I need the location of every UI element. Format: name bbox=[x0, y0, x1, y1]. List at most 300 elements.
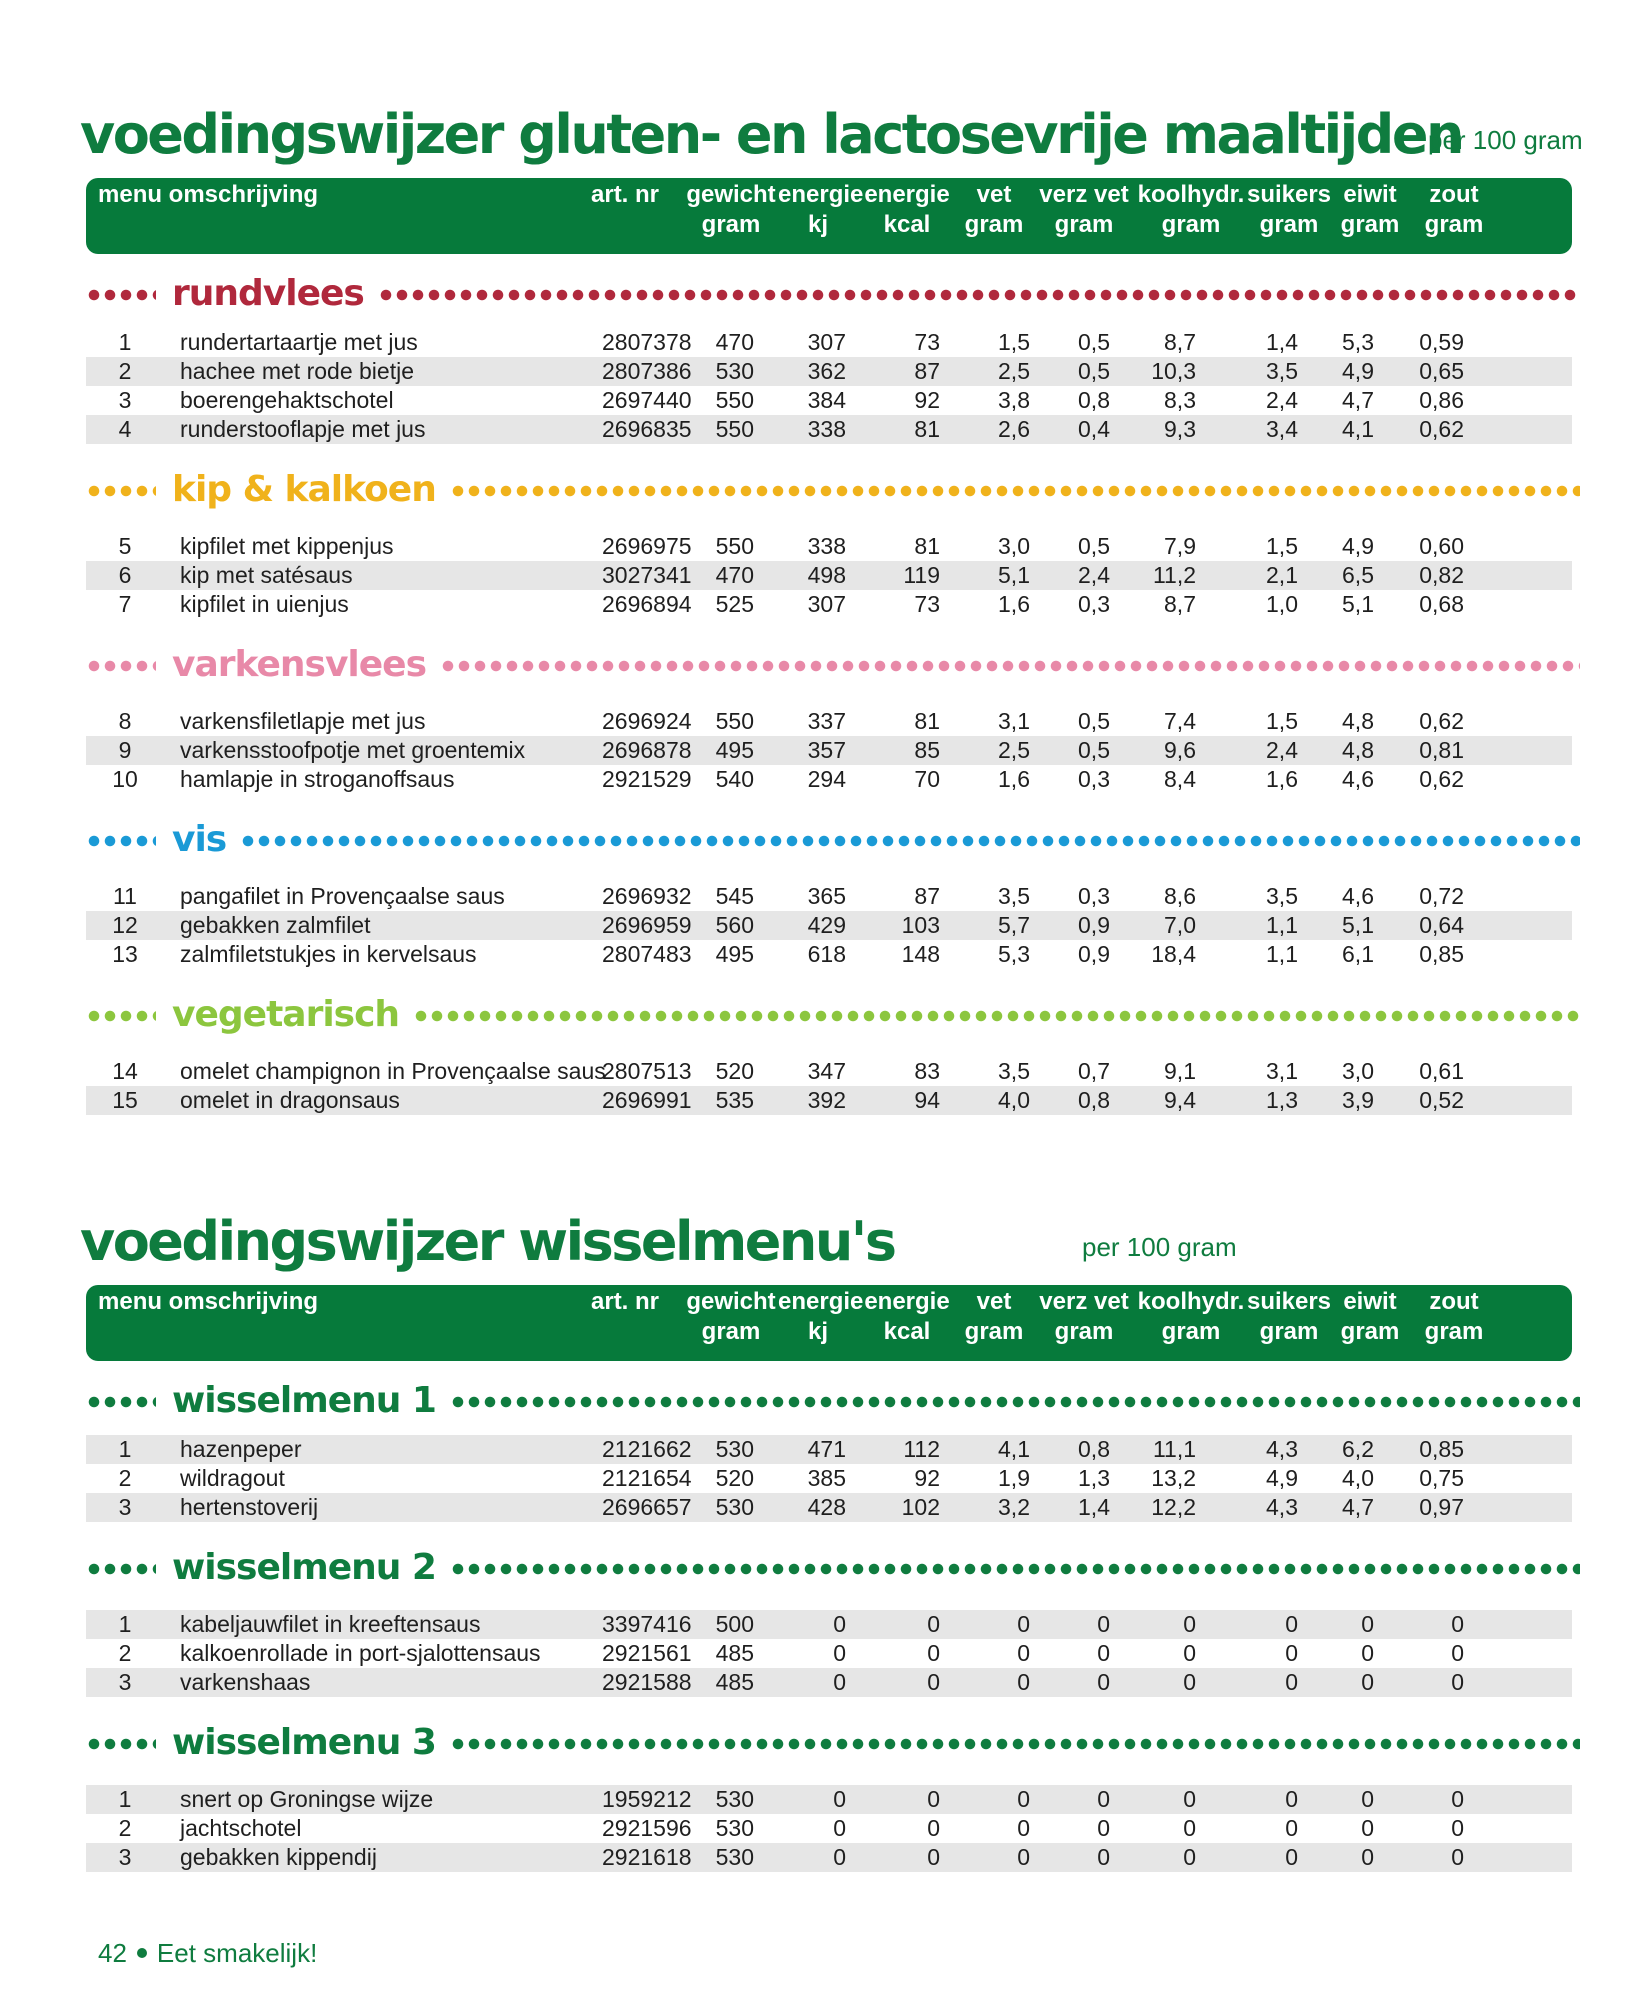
header-zout bbox=[1412, 1287, 1496, 1347]
cell-nr: 11 bbox=[113, 883, 137, 909]
cell-vet: 1,6 bbox=[998, 766, 1030, 792]
cell-energie-kj: 0 bbox=[833, 1786, 846, 1812]
cell-art-nr: 2696932 bbox=[602, 883, 692, 909]
header-line: energie bbox=[864, 181, 950, 208]
cell-eiwit: 4,0 bbox=[1342, 1465, 1374, 1491]
table-row bbox=[86, 940, 1572, 969]
cell-art-nr: 2921529 bbox=[602, 766, 692, 792]
cell-nr: 2 bbox=[118, 1640, 132, 1666]
cell-vet: 3,0 bbox=[998, 533, 1030, 559]
header-line: gram bbox=[1259, 211, 1319, 238]
cell-omschrijving: wildragout bbox=[180, 1465, 285, 1491]
cell-omschrijving: kabeljauwfilet in kreeftensaus bbox=[180, 1611, 481, 1637]
cell-verz-vet: 0 bbox=[1097, 1640, 1110, 1666]
table-row bbox=[86, 1464, 1572, 1493]
table-row bbox=[86, 911, 1572, 940]
cell-energie-kj: 498 bbox=[807, 562, 846, 588]
table-row bbox=[86, 532, 1572, 561]
cell-energie-kj: 362 bbox=[807, 358, 846, 384]
cell-energie-kj: 428 bbox=[807, 1494, 846, 1520]
cell-verz-vet: 0,8 bbox=[1078, 1087, 1110, 1113]
header-line: eiwit bbox=[1343, 181, 1397, 208]
cell-zout: 0,85 bbox=[1419, 1436, 1464, 1462]
cell-energie-kcal: 0 bbox=[927, 1611, 940, 1637]
cell-verz-vet: 0,5 bbox=[1078, 737, 1110, 763]
cell-vet: 4,0 bbox=[998, 1087, 1030, 1113]
cell-energie-kcal: 87 bbox=[914, 883, 940, 909]
cell-koolhydr: 13,2 bbox=[1151, 1465, 1196, 1491]
cell-energie-kcal: 92 bbox=[914, 1465, 940, 1491]
cell-koolhydr: 8,4 bbox=[1164, 766, 1196, 792]
cell-zout: 0 bbox=[1451, 1669, 1464, 1695]
cell-omschrijving: gebakken kippendij bbox=[180, 1844, 377, 1870]
cell-koolhydr: 7,4 bbox=[1164, 708, 1196, 734]
header-energie-kj bbox=[778, 180, 864, 240]
header-energie-kcal bbox=[862, 180, 952, 240]
dots-right-icon bbox=[450, 460, 1580, 522]
footer bbox=[98, 1938, 317, 1969]
cell-verz-vet: 0,5 bbox=[1078, 329, 1110, 355]
per-100-gram-label: per 100 gram bbox=[1082, 1232, 1237, 1262]
cell-nr: 2 bbox=[118, 358, 132, 384]
dots-left-icon bbox=[86, 1371, 156, 1433]
cell-art-nr: 3397416 bbox=[602, 1611, 692, 1637]
cell-vet: 3,8 bbox=[998, 387, 1030, 413]
cell-eiwit: 4,6 bbox=[1342, 883, 1374, 909]
cell-art-nr: 2696894 bbox=[602, 591, 692, 617]
cell-energie-kcal: 0 bbox=[927, 1815, 940, 1841]
cell-nr: 3 bbox=[118, 1844, 132, 1870]
header-line: zout bbox=[1429, 1288, 1479, 1315]
header-line: gram bbox=[1424, 1318, 1484, 1345]
header-line: verz vet bbox=[1039, 181, 1129, 208]
cell-verz-vet: 2,4 bbox=[1078, 562, 1110, 588]
dots-left-icon bbox=[86, 985, 156, 1047]
cell-vet: 2,5 bbox=[998, 737, 1030, 763]
cell-energie-kj: 338 bbox=[807, 416, 846, 442]
header-line: gram bbox=[964, 1318, 1024, 1345]
cell-energie-kj: 0 bbox=[833, 1669, 846, 1695]
cell-eiwit: 0 bbox=[1361, 1669, 1374, 1695]
cell-koolhydr: 0 bbox=[1183, 1640, 1196, 1666]
cell-koolhydr: 7,9 bbox=[1164, 533, 1196, 559]
cell-zout: 0,65 bbox=[1419, 358, 1464, 384]
header-gewicht bbox=[686, 1287, 776, 1347]
cell-vet: 5,7 bbox=[998, 912, 1030, 938]
cell-vet: 0 bbox=[1017, 1640, 1030, 1666]
cell-suikers: 4,9 bbox=[1266, 1465, 1298, 1491]
cell-verz-vet: 0,3 bbox=[1078, 591, 1110, 617]
cell-nr: 1 bbox=[118, 1436, 132, 1462]
cell-omschrijving: varkenshaas bbox=[180, 1669, 311, 1695]
cell-energie-kcal: 73 bbox=[914, 591, 940, 617]
cell-energie-kcal: 102 bbox=[901, 1494, 940, 1520]
cell-art-nr: 2696878 bbox=[602, 737, 692, 763]
cell-koolhydr: 18,4 bbox=[1151, 941, 1196, 967]
cell-gewicht: 550 bbox=[715, 387, 754, 413]
cell-suikers: 0 bbox=[1285, 1669, 1298, 1695]
cell-verz-vet: 0,8 bbox=[1078, 1436, 1110, 1462]
cell-verz-vet: 0,7 bbox=[1078, 1058, 1110, 1084]
cell-nr: 1 bbox=[118, 329, 132, 355]
header-zout bbox=[1412, 180, 1496, 240]
cell-art-nr: 2921561 bbox=[602, 1640, 692, 1666]
cell-eiwit: 0 bbox=[1361, 1611, 1374, 1637]
bullet-dot-icon bbox=[137, 1948, 147, 1958]
cell-nr: 8 bbox=[118, 708, 132, 734]
cell-suikers: 0 bbox=[1285, 1640, 1298, 1666]
cell-koolhydr: 9,1 bbox=[1164, 1058, 1196, 1084]
cell-art-nr: 2121654 bbox=[602, 1465, 692, 1491]
cell-koolhydr: 0 bbox=[1183, 1669, 1196, 1695]
cell-suikers: 0 bbox=[1285, 1815, 1298, 1841]
table-row bbox=[86, 1086, 1572, 1115]
cell-art-nr: 2696975 bbox=[602, 533, 692, 559]
cell-omschrijving: kipfilet in uienjus bbox=[180, 591, 349, 617]
header-line: kcal bbox=[883, 211, 931, 238]
header-menu: menu omschrijving bbox=[98, 181, 319, 208]
cell-suikers: 1,1 bbox=[1266, 912, 1298, 938]
cell-nr: 4 bbox=[118, 416, 132, 442]
cell-eiwit: 5,1 bbox=[1342, 912, 1374, 938]
category-header bbox=[80, 1713, 1580, 1775]
cell-nr: 10 bbox=[112, 766, 138, 792]
cell-suikers: 1,6 bbox=[1266, 766, 1298, 792]
cell-nr: 5 bbox=[118, 533, 132, 559]
cell-energie-kj: 385 bbox=[807, 1465, 846, 1491]
cell-verz-vet: 0,3 bbox=[1078, 766, 1110, 792]
cell-zout: 0,62 bbox=[1419, 708, 1464, 734]
section-wisselmenus bbox=[80, 1195, 1580, 1872]
cell-energie-kcal: 0 bbox=[927, 1844, 940, 1870]
cell-suikers: 3,1 bbox=[1266, 1058, 1298, 1084]
cell-zout: 0,62 bbox=[1419, 416, 1464, 442]
header-line: gram bbox=[701, 1318, 761, 1345]
cell-energie-kcal: 87 bbox=[914, 358, 940, 384]
cell-omschrijving: omelet in dragonsaus bbox=[180, 1087, 400, 1113]
cell-koolhydr: 11,2 bbox=[1152, 562, 1196, 588]
header-eiwit bbox=[1332, 1287, 1408, 1347]
category-name: wisselmenu 1 bbox=[172, 1380, 436, 1421]
cell-zout: 0,81 bbox=[1419, 737, 1464, 763]
cell-koolhydr: 9,6 bbox=[1164, 737, 1196, 763]
cell-eiwit: 4,6 bbox=[1342, 766, 1374, 792]
category-rows bbox=[86, 707, 1572, 794]
table-row bbox=[86, 1610, 1572, 1639]
header-line: suikers bbox=[1246, 181, 1332, 208]
cell-energie-kcal: 92 bbox=[914, 387, 940, 413]
header-gewicht bbox=[686, 180, 776, 240]
header-art: art. nr bbox=[591, 1288, 660, 1315]
cell-art-nr: 1959212 bbox=[602, 1786, 692, 1812]
cell-verz-vet: 0,5 bbox=[1078, 533, 1110, 559]
cell-energie-kj: 618 bbox=[807, 941, 846, 967]
cell-eiwit: 6,1 bbox=[1342, 941, 1374, 967]
header-line: gram bbox=[1340, 1318, 1400, 1345]
cell-energie-kcal: 81 bbox=[914, 416, 940, 442]
cell-zout: 0,52 bbox=[1419, 1087, 1464, 1113]
category-rows bbox=[86, 1785, 1572, 1872]
cell-verz-vet: 0,5 bbox=[1078, 358, 1110, 384]
cell-energie-kj: 0 bbox=[833, 1611, 846, 1637]
table-row bbox=[86, 1668, 1572, 1697]
header-energie-kj bbox=[778, 1287, 864, 1347]
cell-suikers: 1,5 bbox=[1266, 708, 1298, 734]
cell-koolhydr: 7,0 bbox=[1164, 912, 1196, 938]
cell-eiwit: 4,8 bbox=[1342, 708, 1374, 734]
category-header bbox=[80, 635, 1580, 697]
cell-eiwit: 4,9 bbox=[1342, 358, 1374, 384]
cell-zout: 0 bbox=[1451, 1815, 1464, 1841]
table-row bbox=[86, 415, 1572, 444]
dots-right-icon bbox=[413, 985, 1580, 1047]
cell-gewicht: 495 bbox=[715, 941, 754, 967]
header-line: energie bbox=[778, 181, 864, 208]
cell-art-nr: 2696959 bbox=[602, 912, 692, 938]
cell-art-nr: 2807483 bbox=[602, 941, 692, 967]
cell-vet: 2,5 bbox=[998, 358, 1030, 384]
cell-energie-kcal: 81 bbox=[914, 708, 940, 734]
cell-vet: 5,1 bbox=[998, 562, 1030, 588]
per-100-gram-label: per 100 gram bbox=[1428, 125, 1583, 155]
cell-gewicht: 560 bbox=[715, 912, 754, 938]
cell-suikers: 3,4 bbox=[1266, 416, 1298, 442]
cell-zout: 0,75 bbox=[1419, 1465, 1464, 1491]
cell-nr: 15 bbox=[112, 1087, 138, 1113]
cell-gewicht: 545 bbox=[715, 883, 754, 909]
cell-nr: 2 bbox=[118, 1815, 132, 1841]
cell-omschrijving: hamlapje in stroganoffsaus bbox=[180, 766, 455, 792]
cell-suikers: 2,4 bbox=[1266, 737, 1298, 763]
category-name: vis bbox=[172, 819, 227, 860]
header-line: vet bbox=[976, 181, 1012, 208]
cell-omschrijving: gebakken zalmfilet bbox=[180, 912, 371, 938]
cell-omschrijving: pangafilet in Provençaalse saus bbox=[180, 883, 505, 909]
header-line: gram bbox=[1259, 1318, 1319, 1345]
table-header bbox=[86, 178, 1572, 254]
cell-suikers: 4,3 bbox=[1266, 1436, 1298, 1462]
cell-energie-kj: 392 bbox=[807, 1087, 846, 1113]
cell-eiwit: 4,7 bbox=[1342, 1494, 1374, 1520]
category-name: varkensvlees bbox=[172, 644, 427, 685]
cell-zout: 0 bbox=[1451, 1786, 1464, 1812]
category-header bbox=[80, 985, 1580, 1047]
cell-gewicht: 550 bbox=[715, 416, 754, 442]
cell-koolhydr: 8,7 bbox=[1164, 591, 1196, 617]
cell-art-nr: 2921588 bbox=[602, 1669, 692, 1695]
header-line: gewicht bbox=[686, 1288, 776, 1315]
cell-suikers: 1,4 bbox=[1266, 329, 1298, 355]
header-koolhydr bbox=[1136, 1287, 1246, 1347]
cell-omschrijving: hertenstoverij bbox=[180, 1494, 319, 1520]
dots-left-icon bbox=[86, 1538, 156, 1600]
header-suikers bbox=[1244, 1287, 1334, 1347]
dots-left-icon bbox=[86, 1713, 156, 1775]
cell-suikers: 1,5 bbox=[1266, 533, 1298, 559]
table-row bbox=[86, 590, 1572, 619]
cell-art-nr: 2696835 bbox=[602, 416, 692, 442]
cell-gewicht: 530 bbox=[715, 1494, 754, 1520]
cell-gewicht: 530 bbox=[715, 1844, 754, 1870]
cell-verz-vet: 0,3 bbox=[1078, 883, 1110, 909]
cell-vet: 1,6 bbox=[998, 591, 1030, 617]
cell-nr: 3 bbox=[118, 1494, 132, 1520]
title-row bbox=[80, 88, 1583, 178]
dots-right-icon bbox=[450, 1371, 1580, 1433]
header-eiwit bbox=[1332, 180, 1408, 240]
header-line: verz vet bbox=[1039, 1288, 1129, 1315]
cell-art-nr: 3027341 bbox=[602, 562, 692, 588]
header-line: energie bbox=[864, 1288, 950, 1315]
cell-koolhydr: 10,3 bbox=[1151, 358, 1196, 384]
cell-vet: 0 bbox=[1017, 1844, 1030, 1870]
cell-art-nr: 2696657 bbox=[602, 1494, 692, 1520]
dots-right-icon bbox=[378, 264, 1580, 326]
cell-eiwit: 6,2 bbox=[1342, 1436, 1374, 1462]
category-header bbox=[80, 1371, 1580, 1433]
cell-verz-vet: 0 bbox=[1097, 1786, 1110, 1812]
cell-zout: 0 bbox=[1451, 1844, 1464, 1870]
cell-koolhydr: 9,4 bbox=[1164, 1087, 1196, 1113]
cell-omschrijving: hazenpeper bbox=[180, 1436, 302, 1462]
cell-energie-kcal: 83 bbox=[914, 1058, 940, 1084]
cell-omschrijving: kalkoenrollade in port-sjalottensaus bbox=[180, 1640, 541, 1666]
cell-verz-vet: 0,9 bbox=[1078, 941, 1110, 967]
cell-nr: 1 bbox=[118, 1786, 132, 1812]
cell-koolhydr: 8,7 bbox=[1164, 329, 1196, 355]
category-name: wisselmenu 3 bbox=[172, 1722, 436, 1763]
cell-gewicht: 550 bbox=[715, 708, 754, 734]
cell-energie-kj: 0 bbox=[833, 1844, 846, 1870]
cell-energie-kcal: 0 bbox=[927, 1640, 940, 1666]
dots-left-icon bbox=[86, 635, 156, 697]
cell-koolhydr: 8,6 bbox=[1164, 883, 1196, 909]
cell-energie-kj: 365 bbox=[807, 883, 846, 909]
cell-vet: 1,9 bbox=[998, 1465, 1030, 1491]
cell-zout: 0,86 bbox=[1419, 387, 1464, 413]
cell-vet: 5,3 bbox=[998, 941, 1030, 967]
header-verz-vet bbox=[1036, 180, 1132, 240]
cell-omschrijving: rundertartaartje met jus bbox=[180, 329, 418, 355]
cell-omschrijving: jachtschotel bbox=[180, 1815, 302, 1841]
header-line: kcal bbox=[883, 1318, 931, 1345]
cell-omschrijving: varkensfiletlapje met jus bbox=[180, 708, 426, 734]
cell-nr: 1 bbox=[118, 1611, 132, 1637]
cell-gewicht: 550 bbox=[715, 533, 754, 559]
cell-koolhydr: 11,1 bbox=[1152, 1436, 1196, 1462]
table-row bbox=[86, 1814, 1572, 1843]
title-row bbox=[80, 1195, 1580, 1285]
category-rows bbox=[86, 532, 1572, 619]
cell-energie-kcal: 0 bbox=[927, 1786, 940, 1812]
page-number: 42 bbox=[98, 1938, 127, 1968]
cell-koolhydr: 12,2 bbox=[1151, 1494, 1196, 1520]
cell-gewicht: 525 bbox=[715, 591, 754, 617]
cell-vet: 3,5 bbox=[998, 1058, 1030, 1084]
cell-verz-vet: 0,9 bbox=[1078, 912, 1110, 938]
cell-omschrijving: boerengehaktschotel bbox=[180, 387, 394, 413]
cell-nr: 3 bbox=[118, 1669, 132, 1695]
cell-energie-kj: 294 bbox=[807, 766, 846, 792]
cell-energie-kj: 307 bbox=[807, 329, 846, 355]
cell-energie-kcal: 73 bbox=[914, 329, 940, 355]
cell-omschrijving: zalmfiletstukjes in kervelsaus bbox=[180, 941, 477, 967]
cell-koolhydr: 9,3 bbox=[1164, 416, 1196, 442]
cell-nr: 12 bbox=[112, 912, 138, 938]
cell-eiwit: 6,5 bbox=[1342, 562, 1374, 588]
footer-text: Eet smakelijk! bbox=[156, 1938, 318, 1968]
cell-energie-kj: 337 bbox=[807, 708, 846, 734]
cell-zout: 0,60 bbox=[1419, 533, 1464, 559]
table-row bbox=[86, 736, 1572, 765]
cell-zout: 0,61 bbox=[1419, 1058, 1464, 1084]
cell-eiwit: 5,1 bbox=[1342, 591, 1374, 617]
cell-suikers: 0 bbox=[1285, 1786, 1298, 1812]
category-rows bbox=[86, 1435, 1572, 1522]
cell-vet: 0 bbox=[1017, 1786, 1030, 1812]
cell-art-nr: 2696991 bbox=[602, 1087, 692, 1113]
header-line: gram bbox=[701, 211, 761, 238]
table-row bbox=[86, 1843, 1572, 1872]
cell-gewicht: 535 bbox=[715, 1087, 754, 1113]
table-row bbox=[86, 707, 1572, 736]
header-line: zout bbox=[1429, 181, 1479, 208]
category-name: vegetarisch bbox=[172, 994, 400, 1035]
category-name: kip & kalkoen bbox=[172, 469, 436, 510]
cell-eiwit: 0 bbox=[1361, 1640, 1374, 1666]
category-rows bbox=[86, 882, 1572, 969]
cell-art-nr: 2807378 bbox=[602, 329, 692, 355]
cell-zout: 0,72 bbox=[1419, 883, 1464, 909]
cell-energie-kcal: 119 bbox=[903, 562, 940, 588]
header-art: art. nr bbox=[591, 181, 660, 208]
cell-verz-vet: 0,4 bbox=[1078, 416, 1110, 442]
cell-energie-kj: 357 bbox=[807, 737, 846, 763]
dots-left-icon bbox=[86, 810, 156, 872]
cell-zout: 0,64 bbox=[1419, 912, 1464, 938]
cell-verz-vet: 0,5 bbox=[1078, 708, 1110, 734]
category-rows bbox=[86, 1057, 1572, 1115]
cell-verz-vet: 0 bbox=[1097, 1611, 1110, 1637]
cell-vet: 3,1 bbox=[998, 708, 1030, 734]
cell-vet: 0 bbox=[1017, 1815, 1030, 1841]
table-row bbox=[86, 1785, 1572, 1814]
cell-gewicht: 530 bbox=[715, 1436, 754, 1462]
cell-koolhydr: 0 bbox=[1183, 1611, 1196, 1637]
header-line: kj bbox=[807, 1318, 828, 1345]
cell-koolhydr: 0 bbox=[1183, 1844, 1196, 1870]
cell-eiwit: 5,3 bbox=[1342, 329, 1374, 355]
cell-omschrijving: varkensstoofpotje met groentemix bbox=[180, 737, 526, 763]
header-line: gewicht bbox=[686, 181, 776, 208]
header-line: kj bbox=[807, 211, 828, 238]
table-row bbox=[86, 765, 1572, 794]
cell-eiwit: 0 bbox=[1361, 1844, 1374, 1870]
header-menu: menu omschrijving bbox=[98, 1288, 319, 1315]
table-header bbox=[86, 1285, 1572, 1361]
cell-zout: 0 bbox=[1451, 1640, 1464, 1666]
cell-nr: 3 bbox=[118, 387, 132, 413]
cell-gewicht: 495 bbox=[715, 737, 754, 763]
cell-nr: 9 bbox=[118, 737, 132, 763]
cell-vet: 1,5 bbox=[998, 329, 1030, 355]
cell-art-nr: 2807386 bbox=[602, 358, 692, 384]
table-row bbox=[86, 1639, 1572, 1668]
header-line: koolhydr. bbox=[1137, 1288, 1245, 1315]
cell-eiwit: 4,9 bbox=[1342, 533, 1374, 559]
table-row bbox=[86, 357, 1572, 386]
cell-gewicht: 470 bbox=[715, 562, 754, 588]
